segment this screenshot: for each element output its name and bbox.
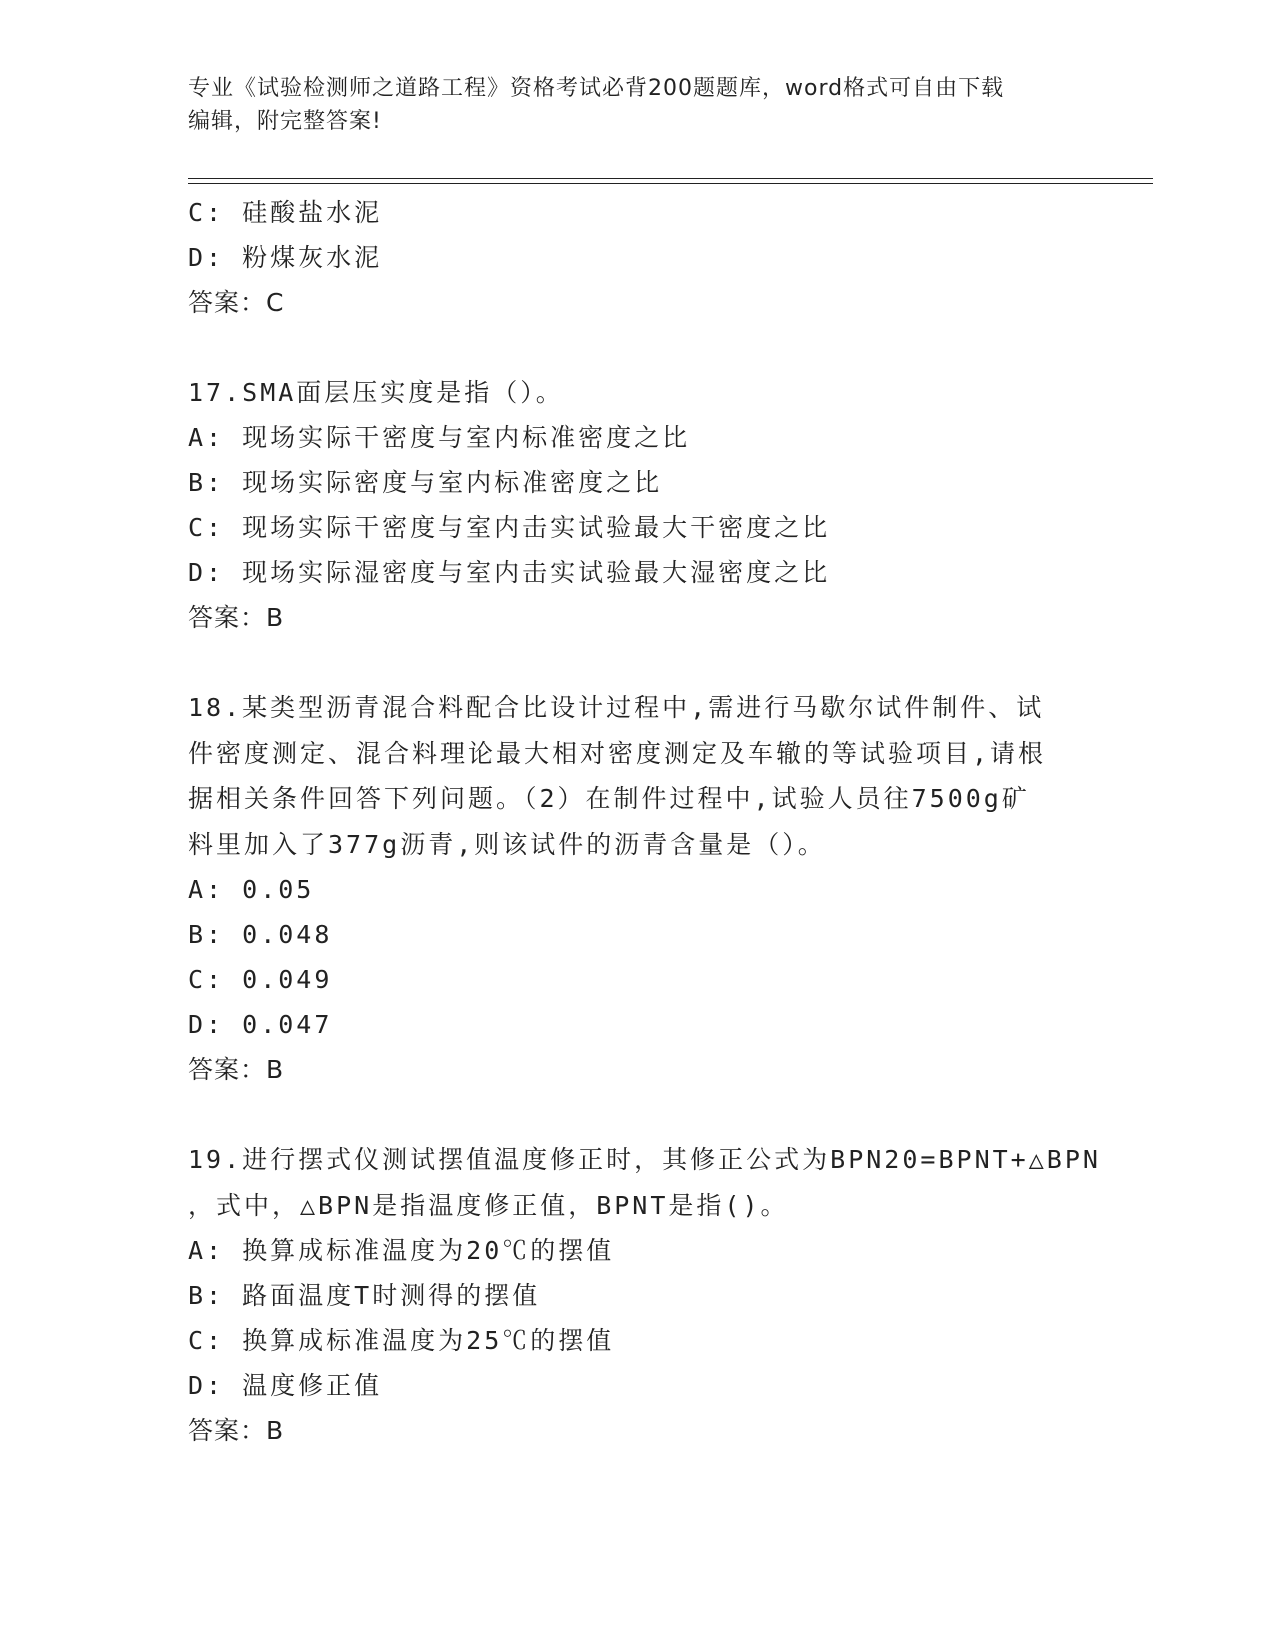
q16-answer: 答案：C bbox=[188, 288, 285, 317]
q17-stem: 17.SMA面层压实度是指（）。 bbox=[188, 378, 564, 407]
question-19 bbox=[188, 1137, 1118, 1453]
q19-stem-line-1: 19.进行摆式仪测试摆值温度修正时，其修正公式为BPN20=BPNT+△BPN bbox=[188, 1145, 1101, 1174]
q17-option-d: D: 现场实际湿密度与室内击实试验最大湿密度之比 bbox=[188, 558, 831, 587]
q19-option-a: A: 换算成标准温度为20℃的摆值 bbox=[188, 1236, 615, 1265]
q19-stem-line-2: ，式中，△BPN是指温度修正值，BPNT是指()。 bbox=[188, 1190, 789, 1220]
q18-option-c: C: 0.049 bbox=[188, 965, 333, 994]
q18-stem-line-4: 料里加入了377g沥青,则该试件的沥青含量是（）。 bbox=[188, 829, 826, 859]
q17-answer: 答案：B bbox=[188, 603, 285, 632]
question-list bbox=[188, 190, 1118, 1453]
q18-option-b: B: 0.048 bbox=[188, 920, 333, 949]
header-divider bbox=[188, 178, 1153, 184]
q17-option-b: B: 现场实际密度与室内标准密度之比 bbox=[188, 468, 663, 497]
q18-option-d: D: 0.047 bbox=[188, 1010, 333, 1039]
q17-option-a: A: 现场实际干密度与室内标准密度之比 bbox=[188, 423, 691, 452]
header-title-line-2: 编辑，附完整答案! bbox=[188, 109, 382, 134]
spacer bbox=[188, 1092, 1118, 1137]
q18-option-a: A: 0.05 bbox=[188, 875, 315, 904]
q18-stem-line-1: 18.某类型沥青混合料配合比设计过程中,需进行马歇尔试件制件、试 bbox=[188, 693, 1045, 722]
q19-answer: 答案：B bbox=[188, 1416, 285, 1445]
document-header bbox=[188, 72, 1088, 138]
header-title-line-1: 专业《试验检测师之道路工程》资格考试必背200题题库，word格式可自由下载 bbox=[188, 76, 1005, 101]
q19-option-d: D: 温度修正值 bbox=[188, 1371, 383, 1400]
q19-option-c: C: 换算成标准温度为25℃的摆值 bbox=[188, 1326, 615, 1355]
spacer bbox=[188, 325, 1118, 370]
q16-option-d: D: 粉煤灰水泥 bbox=[188, 243, 383, 272]
q18-answer: 答案：B bbox=[188, 1055, 285, 1084]
q18-stem-line-2: 件密度测定、混合料理论最大相对密度测定及车辙的等试验项目,请根 bbox=[188, 738, 1047, 768]
q18-stem-line-3: 据相关条件回答下列问题。（2）在制件过程中,试验人员往7500g矿 bbox=[188, 784, 1030, 813]
spacer bbox=[188, 640, 1118, 685]
question-16-fragment bbox=[188, 190, 1118, 325]
question-18 bbox=[188, 685, 1118, 1092]
q16-option-c: C: 硅酸盐水泥 bbox=[188, 198, 383, 227]
q17-option-c: C: 现场实际干密度与室内击实试验最大干密度之比 bbox=[188, 513, 831, 542]
q19-option-b: B: 路面温度T时测得的摆值 bbox=[188, 1281, 541, 1310]
question-17 bbox=[188, 370, 1118, 640]
